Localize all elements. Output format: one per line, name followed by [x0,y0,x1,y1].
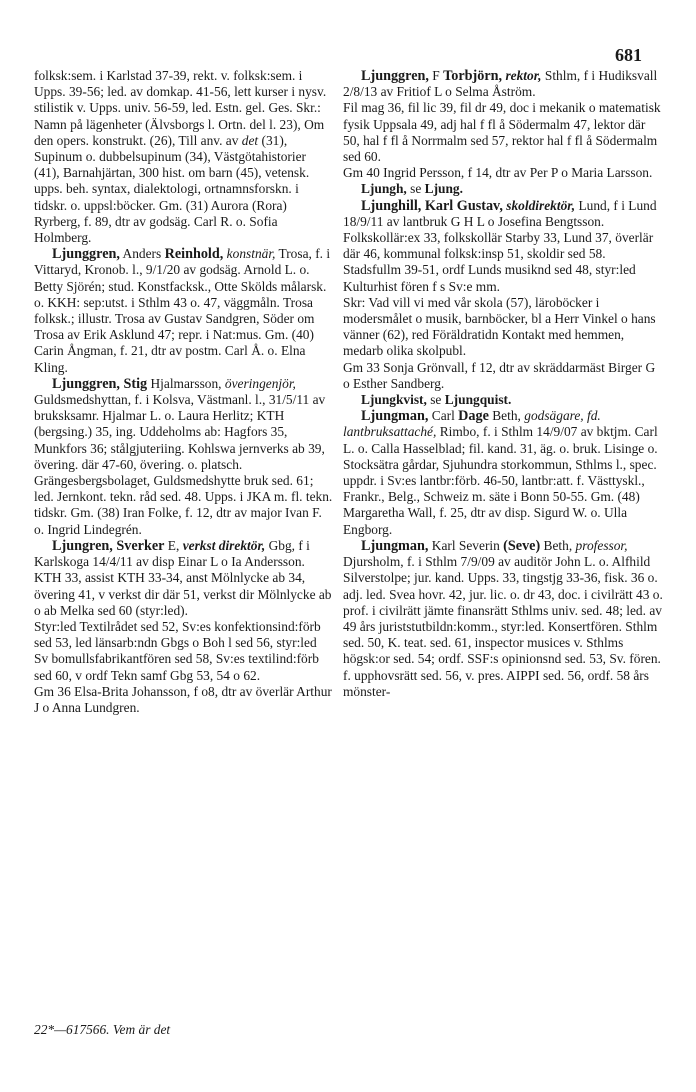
entry-surname: Ljungman, [361,537,429,554]
continued-entry [34,68,334,246]
entry-text: Sthlm, f i Hudiksvall 2/8/13 av Fritiof L o Selma Åström. [343,68,658,100]
entry-torbjorn-ljunggren [343,68,665,100]
reference-see: se [406,181,425,197]
entry-section: Gm 40 Ingrid Persson, f 14, dtr av Per P o Maria Larsson. [343,165,653,181]
entry-karl-gustav-ljunghill [343,198,665,230]
entry-name: Ljunghill, Karl Gustav, [361,197,503,214]
entry-call-name: (Seve) [503,537,541,554]
entry-name: Ljungren, Sverker [52,537,165,554]
entry-section: Skr: Vad vill vi med vår skola (57), läroböcker i modersmålet o musik, barnböcker, bl a Herr Vinkel o hans vänner (62), red Föräldratidn Kontakt med hemmen, medarb olika skolpubl. [343,294,656,359]
entry-given-names: Anders [119,246,165,262]
reference-name: Ljungkvist, [361,392,427,408]
entry-title: överingenjör, [224,375,296,391]
entry-text: Guldsmedshyttan, f. i Kolsva, Västmanl. l., 31/5/11 av bruksksamr. Hjalmar L. o. Laura Herlitz; KTH (bergsing.) 35, ing. Uddeholms ab: Hagfors 35, Munkfors 36; stålgjuteriing. Kohlswa jernverks ab 39, övering. där 47-60, övering. o. platsch. Grängesbergsbolaget, Guldsmedshytte bruk sed. 61; led. Jernkont. tekn. råd sed. 48. Upps. i JKA m. fl. tekn. tidskr. Gm. (38) Iran Folke, f. 12, dtr av major Ivan F. o. Ingrid Lindegrén. [34,392,333,537]
entry-name: Ljunggren, Stig [52,375,148,392]
entry-sverker-ljungren [34,538,334,570]
entry-text: Rimbo, f. i Sthlm 14/9/07 av bktjm. Carl L. o. Calla Hasselblad; fil. kand. 31, äg. o. bruk. Lisinge o. Stocksätra gårdar, Sjuhundra storkommun, Sthlms l., spec. uppdr. i Sv:es lantbr:förb. 46-50, lantbr:att. f. Västtyskl., Frankr., Belg., Schweiz m. säte i Bonn 50-55. Gm. (48) Margaretha Wall, f. 25, dtr av disp. Sigurd W. o. Ulla Engborg. [343,424,658,537]
entry-section: Folkskollär:ex 33, folkskollär Starby 33, Lund 37, överlär där 46, kommunal folksk:insp 51, skoldir sed 58. [343,230,654,262]
page-footer: 22*—617566. Vem är det [34,1022,171,1037]
entry-anders-reinhold-ljunggren [34,246,334,376]
entry-call-name: Dage [458,408,489,425]
entry-carl-dage-ljungman [343,408,665,538]
entry-section: Styr:led Textilrådet sed 52, Sv:es konfektionsind:förb sed 53, led länsarb:ndn Gbgs o Boh l sed 56, styr:led Sv bomullsfabrikantfören sed 58, Sv:es textilind:förb sed 60, v ordf Tekn samf Gbg 53, 54 o 62. [34,618,321,683]
entry-surname: Ljungman, [361,408,429,425]
entry-given-names: Hjalmarsson, [147,375,225,391]
entry-given-names: Beth, [540,537,576,553]
entry-call-name: Torbjörn, [443,68,503,84]
entry-given-names: Karl Severin [428,537,504,553]
left-column [34,68,334,716]
entry-call-name: Reinhold, [164,246,224,263]
right-column [343,68,665,700]
entry-title: konstnär, [223,246,276,262]
entry-title: verkst direktör, [182,537,266,553]
entry-karl-severin-ljungman [343,538,665,700]
entry-section: Stadsfullm 39-51, ordf Lunds musiknd sed 48, styr:led Kulturhist fören f s Sv:e mm. [343,262,636,294]
entry-section: KTH 33, assist KTH 33-34, anst Mölnlycke ab 34, övering 41, v verkst dir där 51, verkst dir Mölnlycke ab o ab Melka sed 60 (styr:led). [34,570,332,618]
entry-text: Gbg, f i Karlskoga 14/4/11 av disp Einar L o Ia Andersson. [34,537,310,570]
entry-title: skoldirektör, [502,197,576,213]
entry-text: Trosa, f. i Vittaryd, Kronob. l., 9/1/20 av godsäg. Arnold L. o. Betty Sjörén; stud. Konstfacksk., Otte Skölds målarsk. o. KKH: sep:utst. i Sthlm 43 o. 47, väggmåln. Trosa folksk.; illustr. Trosa av Gustav Sandgren, Söder om Trosa av Erik Asklund 47; repr. i Nat:mus. Gm. (40) Carin Ångman, f. 21, dtr av postm. Carl Å. o. Elna Kling. [34,246,331,375]
cross-reference-ljungh [343,181,665,197]
entry-title: professor, [575,537,628,553]
entry-text: Djursholm, f. i Sthlm 7/9/09 av auditör John L. o. Alfhild Silverstolpe; jur. kand. Upps. 33, tingstjg 33-36, fisk. 36 o. adj. led. Svea hovr. 42, jur. lic. o. dr 43, doc. i civilrätt 43 o. prof. i civilrätt jämte finansrätt Sthlms univ. sed. 48; led. av 49 års juriststutbildn:komm., styr:led. Konsertfören. Sthlm sed. 50, K. teat. sed. 61, inspector musices v. Sthlms högsk:or sed. 54; ordf. SSF:s opinionsnd sed. 53, Sv. fören. f. upphovsrätt sed. 56, v. pres. AIPPI sed. 56, ordf. 58 års mönster- [343,554,663,699]
reference-target: Ljung. [424,181,463,197]
reference-see: se [426,392,445,408]
cross-reference-ljungkvist [343,392,665,408]
entry-text: Lund, f i Lund 18/9/11 av lantbruk G H L o Josefina Bengtsson. [343,197,657,229]
entry-title: godsägare, fd. lantbruksattaché, [343,408,601,440]
entry-given-names: F [428,68,444,83]
entry-section: Gm 33 Sonja Grönvall, f 12, dtr av skräddarmäst Birger G o Esther Sandberg. [343,359,656,391]
reference-name: Ljungh, [361,181,407,197]
reference-target: Ljungquist. [444,392,512,408]
entry-given-names: Beth, [488,408,525,424]
entry-text: folksk:sem. i Karlstad 37-39, rekt. v. folksk:sem. i Upps. 39-56; led. av domkap. 41-56, lett kurser i nysv. stilistik v. Upps. univ. 56-59, led. Estn. gel. Ges. Skr.: Namn på lägenheter (Älvsborgs l. Ortn. del l. 23), Om den opers. konstrukt. (26), Till anv. av [34,68,327,148]
entry-given-names: E, [164,537,183,553]
entry-section: Gm 36 Elsa-Brita Johansson, f o8, dtr av överlär Arthur J o Anna Lundgren. [34,683,332,715]
entry-stig-ljunggren [34,376,334,538]
entry-title: rektor, [502,68,542,83]
entry-text: (31), Supinum o. dubbelsupinum (34), Västgötahistorier (41), Barnahjärtan, 300 hist. om barn (45), vetensk. upps. beh. syntax, dialektologi, ortnamnsforskn. i tidskr. o. uppsl:böcker. Gm. (31) Aurora (Rora) Ryrberg, f. 89, dtr av godsäg. Carl R. o. Sofia Holmberg. [34,132,310,246]
entry-given-names: Carl [428,408,459,424]
entry-section: Fil mag 36, fil lic 39, fil dr 49, doc i mekanik o matematisk fysik Uppsala 49, adj hal f fl å Södermalm 47, lektor där 50, hal f fl å Norrmalm sed 57, rektor hal f fl å Södermalm sed 60. [343,100,661,165]
entry-surname: Ljunggren, [52,246,120,263]
page-number: 681 [615,45,642,65]
entry-surname: Ljunggren, [361,68,429,84]
entry-text-italic: det [241,132,259,148]
